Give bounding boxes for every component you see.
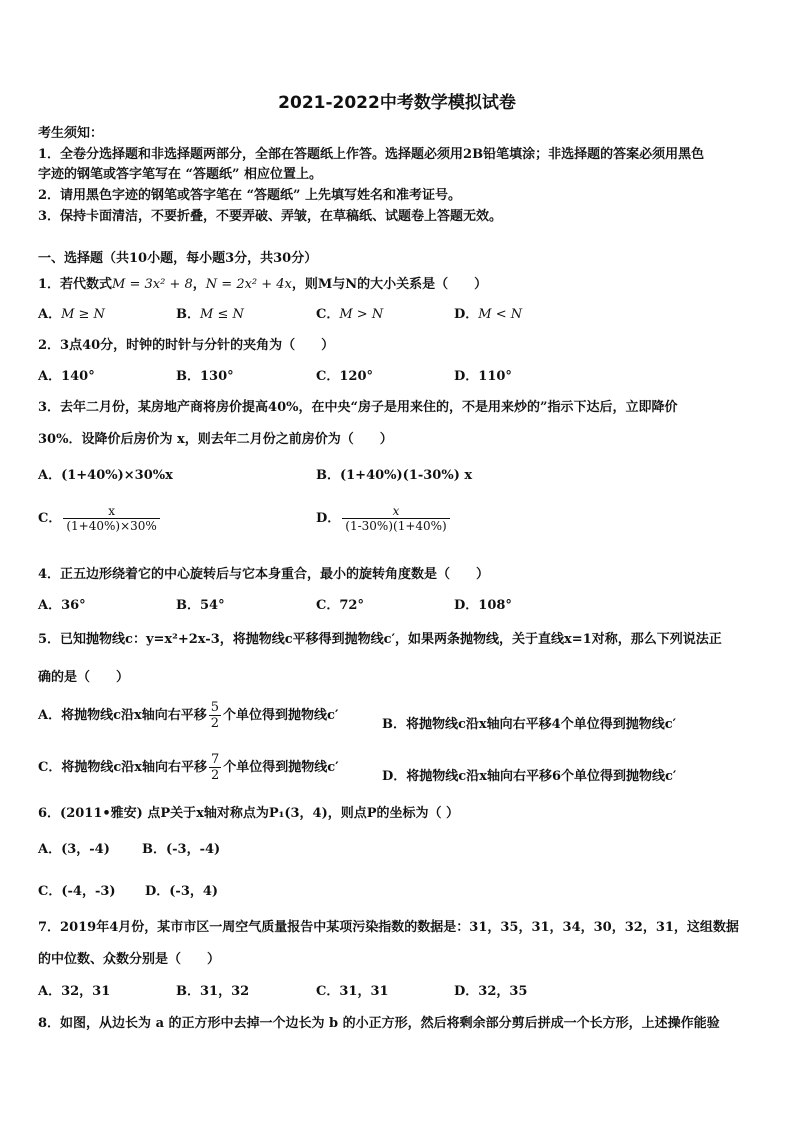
q3-option-d-fraction: $\frac{x}{(1-30\%)(1+40\%)}$ [342,504,449,533]
q6-option-c: C．(-4，-3) [38,884,116,899]
q1-option-c: C．M > N [316,307,384,322]
q2-option-d: D．110° [454,369,512,384]
question-3-line-2: 30%．设降价后房价为 x，则去年二月份之前房价为（ ） [38,432,393,447]
notice-line-3: 2．请用黑色字迹的钢笔或答字笔在 “答题纸” 上先填写姓名和准考证号。 [38,188,462,203]
q1-suffix: ，则M与N的大小关系是（ ） [291,277,488,292]
q6-option-a: A．(3，-4) [38,842,110,857]
question-6: 6．(2011•雅安) 点P关于x轴对称点为P₁(3，4)，则点P的坐标为（ ） [38,806,460,821]
section-heading: 一、选择题（共10小题，每小题3分，共30分） [38,251,318,266]
q7-option-d: D．32，35 [454,984,528,999]
q5-option-c-fraction: $\frac{7}{2}$ [211,752,220,783]
question-5-line-1: 5．已知抛物线c：y=x²+2x-3，将抛物线c平移得到抛物线c′，如果两条抛物线，关于直线x=1对称，那么下列说法正 [38,632,722,647]
q4-option-c: C．72° [316,598,364,613]
q3-option-b: B．(1+40%)(1-30%) x [316,468,473,483]
q3-option-c: C． $\frac{x}{(1+40\%)\times 30\%}$ [38,504,162,533]
q2-option-c: C．120° [316,369,373,384]
q1-n-expression: N = 2x² + 4x [205,277,292,292]
q5-option-b: B．将抛物线c沿x轴向右平移4个单位得到抛物线c′ [382,717,677,732]
q1-option-a: A．M ≥ N [38,307,105,322]
question-7-line-2: 的中位数、众数分别是（ ） [38,952,221,967]
q6-option-d: D．(-3，4) [145,884,219,899]
q6-option-b: B．(-3，-4) [142,842,221,857]
q7-option-b: B．31，32 [176,984,250,999]
q3-option-d: D． $\frac{x}{(1-30\%)(1+40\%)}$ [316,504,452,533]
notice-line-4: 3．保持卡面清洁，不要折叠，不要弄破、弄皱，在草稿纸、试题卷上答题无效。 [38,209,503,224]
question-5-line-2: 确的是（ ） [38,670,130,685]
q1-prefix: 1．若代数式 [38,277,113,292]
notice-heading: 考生须知： [38,126,104,141]
q7-option-c: C．31，31 [316,984,389,999]
question-1 [38,273,487,292]
question-3-line-1: 3．去年二月份，某房地产商将房价提高40%，在中央“房子是用来住的，不是用来炒的”指示下达后，立即降价 [38,400,678,415]
q1-option-b: B．M ≤ N [176,307,244,322]
question-4: 4．正五边形绕着它的中心旋转后与它本身重合，最小的旋转角度数是（ ） [38,567,490,582]
q5-option-a-fraction: $\frac{5}{2}$ [210,700,220,731]
notice-line-2: 字迹的钢笔或答字笔写在 “答题纸” 相应位置上。 [38,167,323,182]
notice-line-1: 1．全卷分选择题和非选择题两部分，全部在答题纸上作答。选择题必须用2B铅笔填涂；非选择题的答案必须用黑色 [38,147,705,162]
q1-sep: ， [192,277,206,292]
q5-option-c: C．将抛物线c沿x轴向右平移 $\frac{7}{2}$ 个单位得到抛物线c′ [38,752,339,783]
q3-option-c-fraction: $\frac{x}{(1+40\%)\times 30\%}$ [63,504,159,533]
question-2: 2．3点40分，时钟的时针与分针的夹角为（ ） [38,338,335,353]
question-8-line-1: 8．如图，从边长为 a 的正方形中去掉一个边长为 b 的小正方形，然后将剩余部分剪后拼成一个长方形，上述操作能验 [38,1016,720,1031]
q1-option-d: D．M < N [454,307,523,322]
q4-option-d: D．108° [454,598,512,613]
q5-option-a: A．将抛物线c沿x轴向右平移 $\frac{5}{2}$ 个单位得到抛物线c′ [38,700,339,731]
q2-option-a: A．140° [38,369,95,384]
question-7-line-1: 7．2019年4月份，某市市区一周空气质量报告中某项污染指数的数据是：31，35，31，34，30，32，31，这组数据 [38,920,739,935]
q1-m-expression: M = 3x² + 8 [112,277,193,292]
q7-option-a: A．32，31 [38,984,111,999]
q4-option-b: B．54° [176,598,225,613]
q4-option-a: A．36° [38,598,86,613]
q2-option-b: B．130° [176,369,234,384]
q5-option-d: D．将抛物线c沿x轴向右平移6个单位得到抛物线c′ [382,769,677,784]
q3-option-a: A．(1+40%)×30%x [38,468,173,483]
exam-title: 2021-2022中考数学模拟试卷 [278,93,516,113]
